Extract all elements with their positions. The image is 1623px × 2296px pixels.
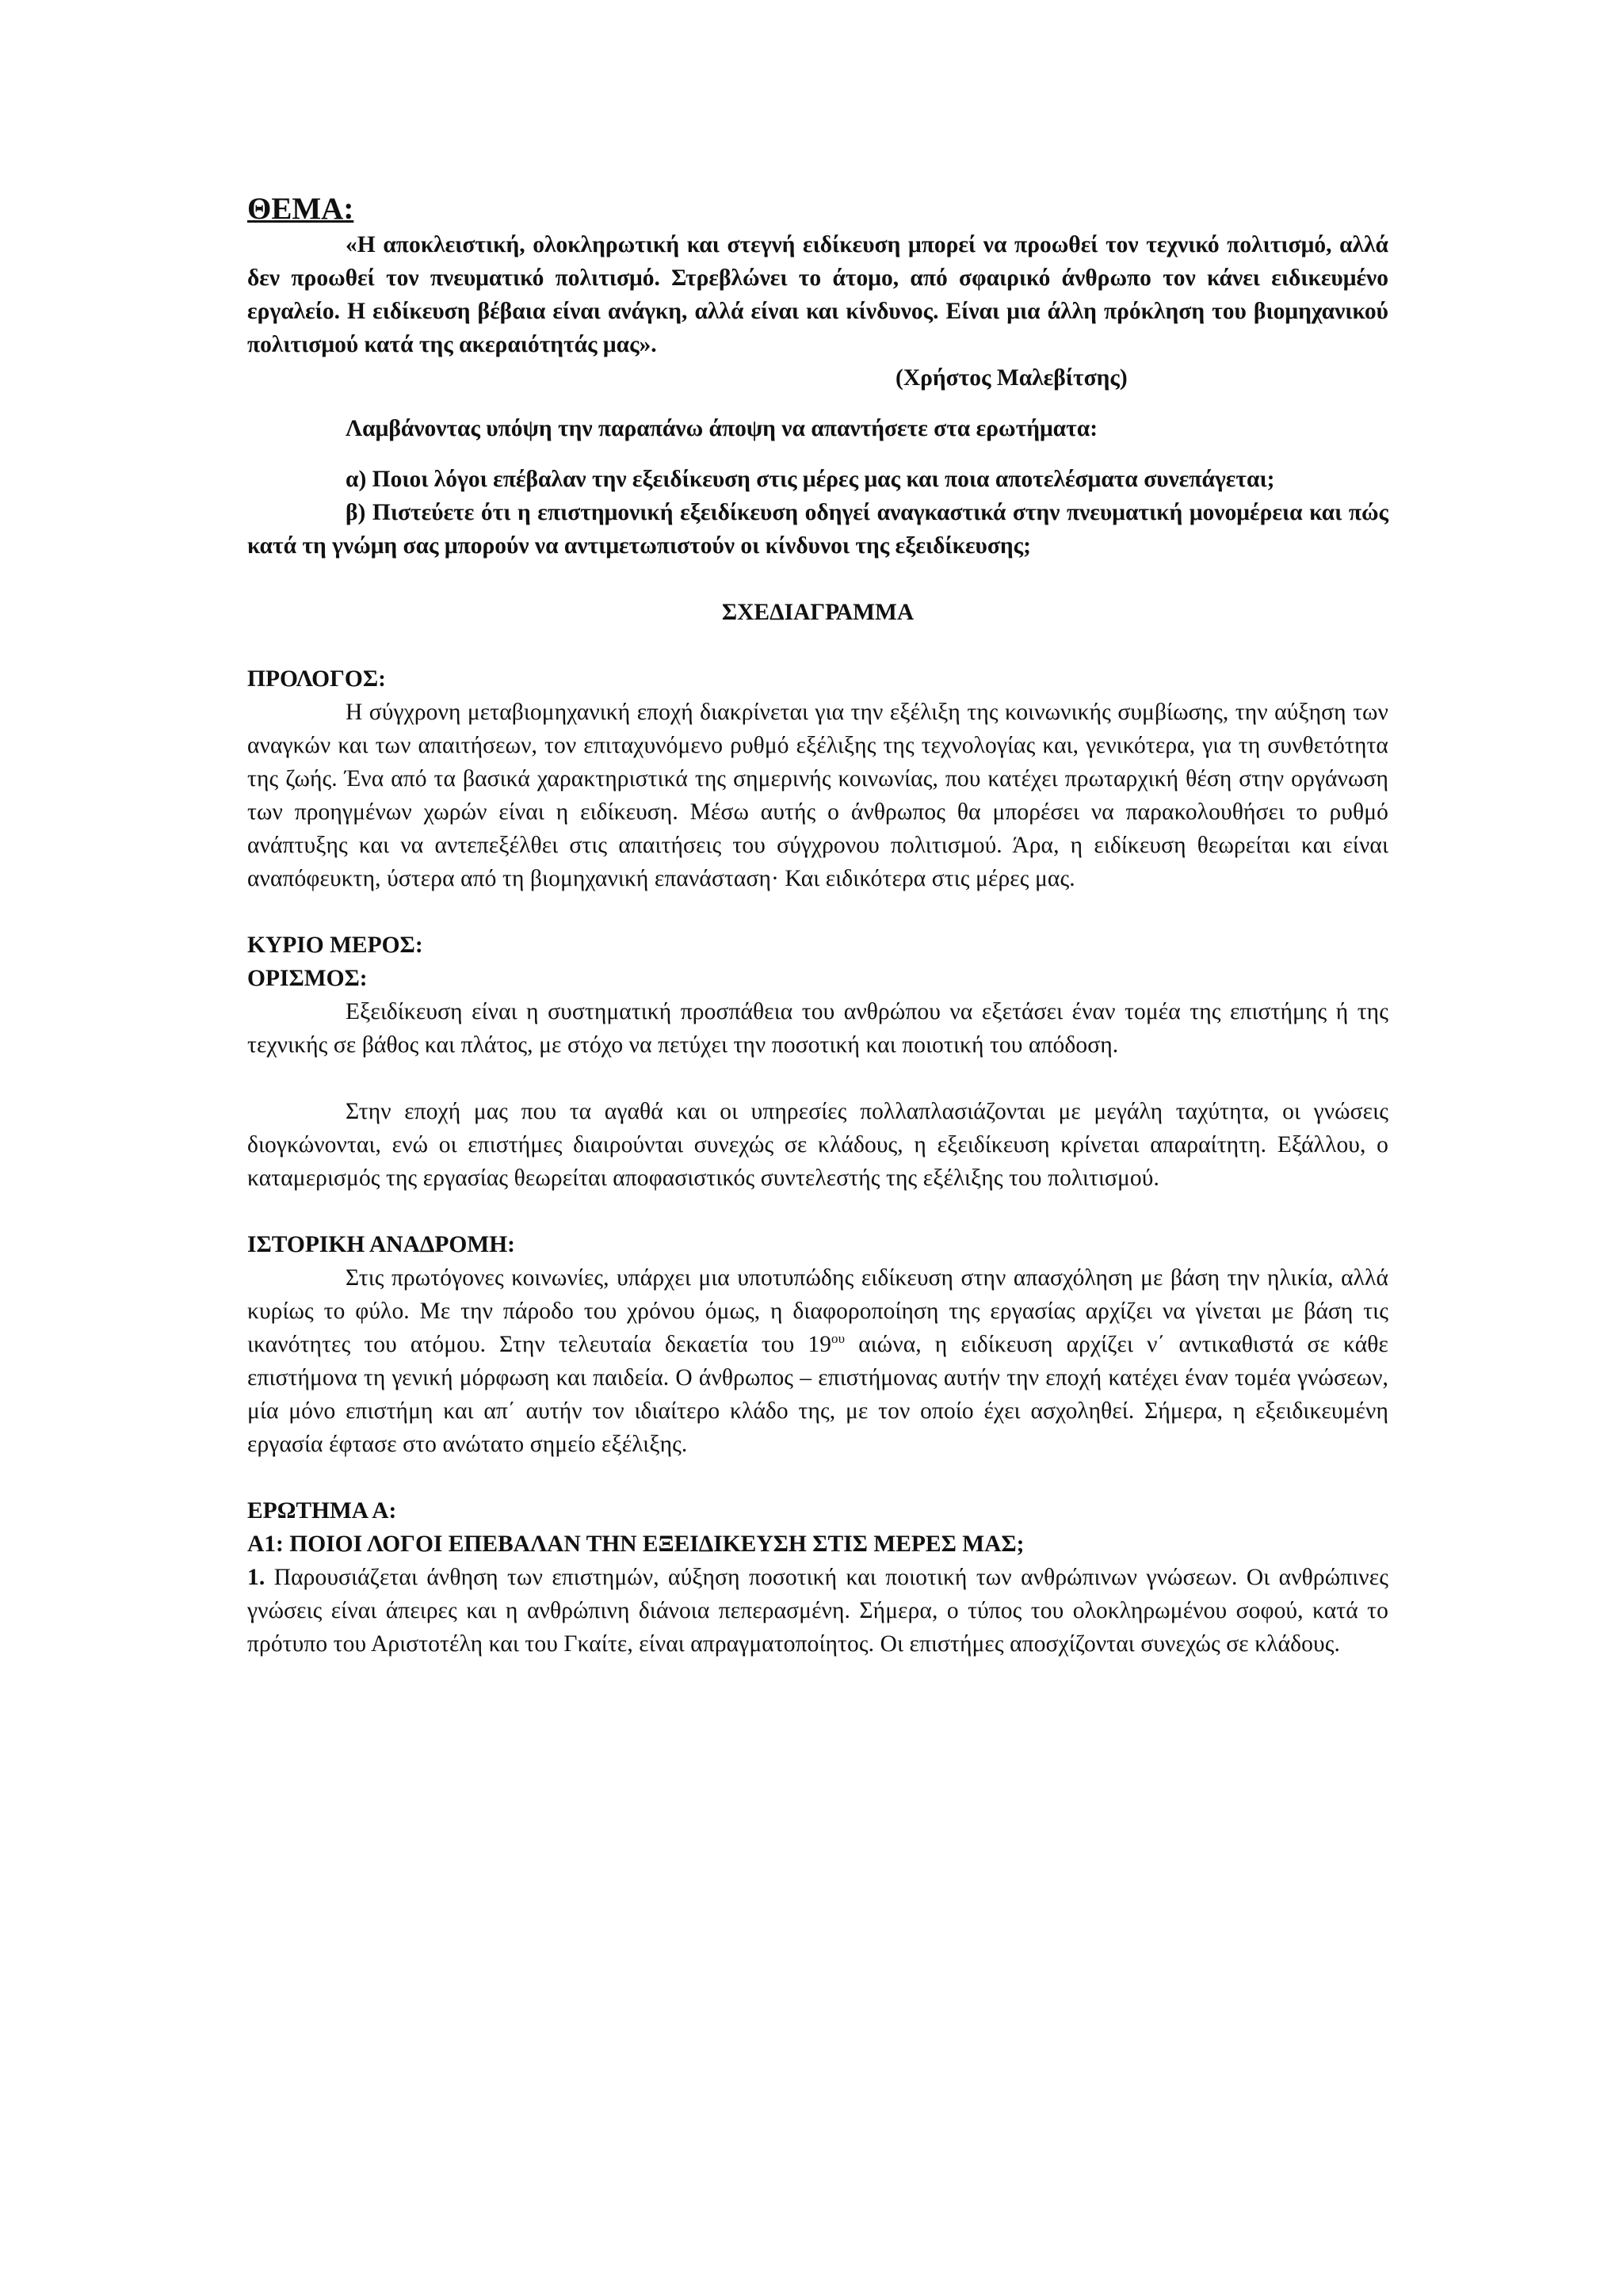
history-heading: ΙΣΤΟΡΙΚΗ ΑΝΑΔΡΟΜΗ: bbox=[247, 1232, 515, 1257]
prologue-heading: ΠΡΟΛΟΓΟΣ: bbox=[247, 666, 386, 692]
question-a1-subheading: Α1: ΠΟΙΟΙ ΛΟΓΟΙ ΕΠΕΒΑΛΑΝ ΤΗΝ ΕΞΕΙΔΙΚΕΥΣΗ ΣΤΙΣ ΜΕΡΕΣ ΜΑΣ; bbox=[247, 1531, 1025, 1557]
main-heading: ΚΥΡΙΟ ΜΕΡΟΣ: bbox=[247, 933, 423, 958]
instruction-text: Λαμβάνοντας υπόψη την παραπάνω άποψη να απαντήσετε στα ερωτήματα: bbox=[346, 416, 1098, 441]
question-a: α) Ποιοι λόγοι επέβαλαν την εξειδίκευση στις μέρες μας και ποια αποτελέσματα συνεπάγεται; bbox=[346, 467, 1275, 492]
quote-author: (Χρήστος Μαλεβίτσης) bbox=[896, 365, 1128, 391]
century-suffix: ου bbox=[831, 1331, 846, 1347]
point-1-text: Παρουσιάζεται άνθηση των επιστημών, αύξηση ποσοτική και ποιοτική των ανθρώπινων γνώσεων. Οι ανθρώπινες γνώσεις είναι άπειρες και η ανθρώπινη διάνοια πεπερασμένη. Σήμερα, ο τύπος του ολοκληρωμένου σοφού, κατά το πρότυπο του Αριστοτέλη και του Γκαίτε, είναι απραγματοποίητος. Οι επιστήμες αποσχίζονται συνεχώς σε κλάδους. bbox=[247, 1565, 1388, 1657]
definition-heading: ΟΡΙΣΜΟΣ: bbox=[247, 966, 368, 991]
definition-text: Εξειδίκευση είναι η συστηματική προσπάθεια του ανθρώπου να εξετάσει έναν τομέα της επιστήμης ή της τεχνικής σε βάθος και πλάτος, με στόχο να πετύχει την ποσοτική και ποιοτική του απόδοση. bbox=[247, 999, 1388, 1058]
question-b: β) Πιστεύετε ότι η επιστημονική εξειδίκευση οδηγεί αναγκαστικά στην πνευματική μονομέρεια και πώς κατά τη γνώμη σας μπορούν να αντιμετωπιστούν οι κίνδυνοι της εξειδίκευσης; bbox=[247, 500, 1388, 559]
thema-title: ΘΕΜΑ: bbox=[247, 192, 354, 226]
outline-title: ΣΧΕΔΙΑΓΡΑΜΜΑ bbox=[721, 600, 915, 625]
thema-quote: «Η αποκλειστική, ολοκληρωτική και στεγνή ειδίκευση μπορεί να προωθεί τον τεχνικό πολιτισμό, αλλά δεν προωθεί τον πνευματικό πολιτισμό. Στρεβλώνει το άτομο, από σφαιρικό άνθρωπο τον κάνει ειδικευμένο εργαλείο. Η ειδίκευση βέβαια είναι ανάγκη, αλλά είναι και κίνδυνος. Είναι μια άλλη πρόκληση του βιομηχανικού πολιτισμού κατά της ακεραιότητάς μας». bbox=[247, 232, 1388, 357]
point-1 bbox=[247, 1561, 1388, 1661]
prologue-text: Η σύγχρονη μεταβιομηχανική εποχή διακρίνεται για την εξέλιξη της κοινωνικής συμβίωσης, την αύξηση των αναγκών και των απαιτήσεων, τον επιταχυνόμενο ρυθμό εξέλιξης της τεχνολογίας και, γενικότερα, για τη συνθετότητα της ζωής. Ένα από τα βασικά χαρακτηριστικά της σημερινής κοινωνίας, που κατέχει πρωταρχική θέση στην οργάνωση των προηγμένων χωρών είναι η ειδίκευση. Μέσω αυτής ο άνθρωπος θα μπορέσει να παρακολουθήσει το ρυθμό ανάπτυξης και να αντεπεξέλθει στις απαιτήσεις του σύγχρονου πολιτισμού. Άρα, η ειδίκευση θεωρείται και είναι αναπόφευκτη, ύστερα από τη βιομηχανική επανάσταση· Και ειδικότερα στις μέρες μας. bbox=[247, 700, 1388, 891]
point-1-number: 1. bbox=[247, 1565, 265, 1590]
history-text-part1: Στις πρωτόγονες κοινωνίες, υπάρχει μια υποτυπώδης ειδίκευση στην απασχόληση με βάση την ηλικία, αλλά κυρίως το φύλο. Με την πάροδο του χρόνου όμως, η διαφοροποίηση της εργασίας αρχίζει να γίνεται με βάση τις ικανότητες του ατόμου. Στην τελευταία δεκαετία του 19 bbox=[247, 1265, 1388, 1357]
context-text: Στην εποχή μας που τα αγαθά και οι υπηρεσίες πολλαπλασιάζονται με μεγάλη ταχύτητα, οι γνώσεις διογκώνονται, ενώ οι επιστήμες διαιρούνται συνεχώς σε κλάδους, η εξειδίκευση κρίνεται απαραίτητη. Εξάλλου, ο καταμερισμός της εργασίας θεωρείται αποφασιστικός συντελεστής της εξέλιξης του πολιτισμού. bbox=[247, 1099, 1388, 1191]
history-text-part2: αιώνα, η ειδίκευση αρχίζει ν΄ αντικαθιστά σε κάθε επιστήμονα τη γενική μόρφωση και παιδεία. Ο άνθρωπος – επιστήμονας αυτήν την εποχή κατέχει έναν τομέα γνώσεων, μία μόνο επιστήμη και απ΄ αυτήν τον ιδιαίτερο κλάδο της, με τον οποίο έχει ασχοληθεί. Σήμερα, η εξειδικευμένη εργασία έφτασε στο ανώτατο σημείο εξέλιξης. bbox=[247, 1332, 1388, 1457]
question-a-heading: ΕΡΩΤΗΜΑ Α: bbox=[247, 1498, 397, 1524]
history-text bbox=[247, 1261, 1388, 1461]
document-page bbox=[247, 190, 1388, 1661]
